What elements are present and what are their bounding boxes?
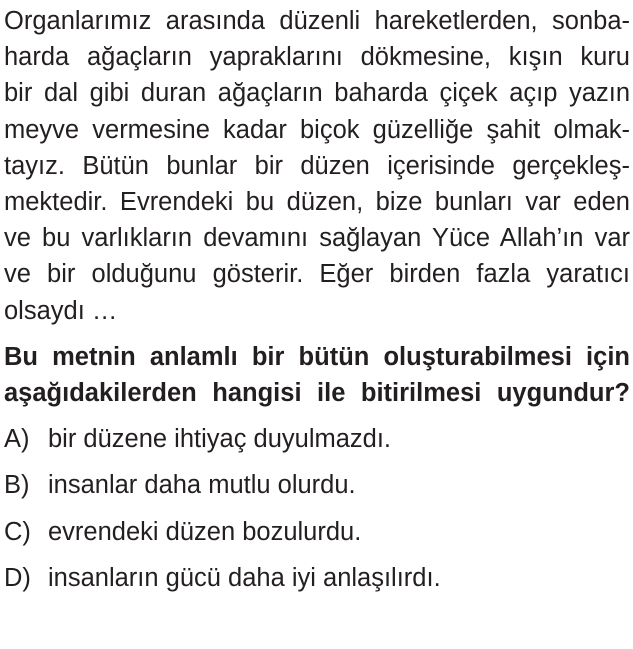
option-letter: C) xyxy=(4,517,31,546)
option-text: bir düzene ihtiyaç duyulmazdı. xyxy=(48,424,392,453)
passage-line: mektedir. Evrendeki bu düzen, bize bunları var eden xyxy=(4,187,630,216)
passage-line: bir dal gibi duran ağaçların baharda çiçek açıp yazın xyxy=(4,79,630,108)
passage-line: harda ağaçların yapraklarını dökmesine, kışın kuru xyxy=(4,43,630,72)
option-text: insanların gücü daha iyi anlaşılırdı. xyxy=(48,564,441,593)
option-letter: B) xyxy=(4,471,30,500)
option-text: evrendeki düzen bozulurdu. xyxy=(48,517,362,546)
option-c[interactable] xyxy=(4,514,630,561)
option-letter: D) xyxy=(4,564,31,593)
option-letter: A) xyxy=(4,424,30,453)
option-a[interactable] xyxy=(4,421,630,468)
passage-line: ve bu varlıkların devamını sağlayan Yüce Allah’ın var xyxy=(4,224,630,253)
passage-line: ve bir olduğunu gösterir. Eğer birden fazla yaratıcı xyxy=(4,260,630,289)
passage-line: Organlarımız arasında düzenli hareketlerden, sonba- xyxy=(4,7,630,35)
passage-line: meyve vermesine kadar biçok güzelliğe şahit olmak- xyxy=(4,115,630,144)
question-line: aşağıdakilerden hangisi ile bitirilmesi uygundur? xyxy=(4,378,630,407)
passage-line: tayız. Bütün bunlar bir düzen içerisinde gerçekleş- xyxy=(4,151,630,180)
question-line: Bu metnin anlamlı bir bütün oluşturabilmesi için xyxy=(4,342,630,371)
option-d[interactable] xyxy=(4,560,630,607)
question-page xyxy=(4,0,630,607)
reading-passage xyxy=(4,3,630,329)
option-b[interactable] xyxy=(4,467,630,514)
option-text: insanlar daha mutlu olurdu. xyxy=(48,471,356,500)
question-stem xyxy=(4,339,630,411)
answer-options xyxy=(4,421,630,607)
passage-line: olsaydı … xyxy=(4,296,118,325)
